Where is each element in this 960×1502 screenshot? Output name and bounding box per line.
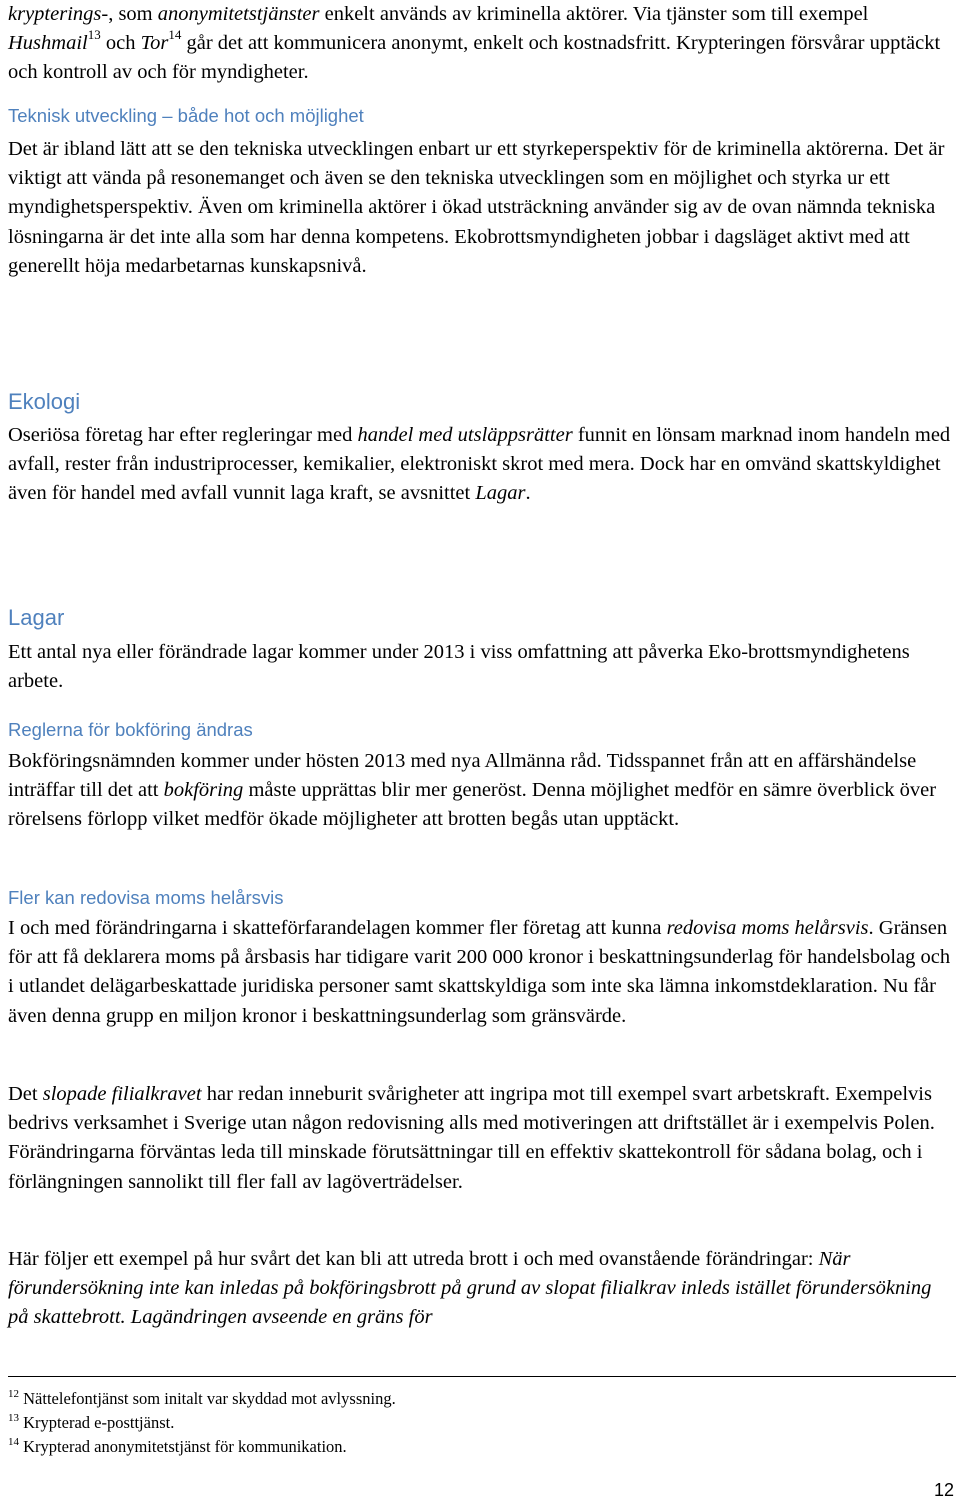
heading-lagar: Lagar [8, 605, 65, 630]
footnote-number: 14 [8, 1435, 19, 1448]
paragraph-filialkrav [8, 1080, 952, 1197]
footnote-text: Nättelefontjänst som initalt var skyddad mot avlyssning. [23, 1389, 396, 1408]
text-run: enkelt används av kriminella aktörer. Via tjänster som till exempel [319, 3, 869, 25]
paragraph-moms [8, 914, 952, 1031]
paragraph-lagar [8, 638, 952, 696]
footnote-12 [8, 1387, 396, 1411]
paragraph-kryptering [8, 0, 952, 88]
term-anonymitetstjanster: anonymitetstjänster [157, 3, 320, 25]
term-bokforing: bokföring [163, 779, 244, 802]
section-lagar [8, 603, 952, 633]
text-run: Oseriösa företag har efter regleringar med [8, 424, 358, 446]
text-run: måste upprättas blir mer generöst. Denna möjlighet medför en sämre överblick över rörelsens förlopp vilket medför ökade möjligheter att brotten begås utan upptäckt. [8, 779, 937, 831]
paragraph-teknisk [8, 135, 952, 281]
link-lagar: Lagar [475, 482, 526, 505]
term-slopade-filialkravet: slopade filialkravet [42, 1083, 202, 1105]
paragraph-bokforing [8, 747, 952, 835]
text-run: I och med förändringarna i skatteförfarandelagen kommer fler företag att kunna [8, 917, 667, 939]
paragraph-teknisk-text: Det är ibland lätt att se den tekniska utvecklingen enbart ur ett styrkeperspektiv för de kriminella aktörerna. Det är viktigt att vända på resonemanget och även se den tekniska utvecklingen som en möjlighet och styrka ur ett myndighetsperspektiv. Även om kriminella aktörer i ökad utsträckning använder sig av de ovan nämnda tekniska lösningarna är det inte alla som har denna kompetens. Ekobrottsmyndigheten jobbar i dagsläget aktivt med att generellt höja medarbetarnas kunskapsnivå. [8, 138, 945, 277]
footnote-number: 12 [8, 1387, 19, 1400]
term-redovisa-moms-helarsvis: redovisa moms helårsvis [666, 917, 869, 939]
footnote-14 [8, 1435, 347, 1459]
term-kryptering: krypterings- [8, 3, 109, 25]
example-quote: När förundersökning inte kan inledas på bokföringsbrott på grund av slopat filialkrav inleds istället förundersökning på skattebrott. Lagändringen avseende en gräns för [8, 1248, 932, 1329]
section-bokforing [8, 716, 952, 744]
text-run: har redan inneburit svårigheter att ingripa mot till exempel svart arbetskraft. Exempelvis bedrivs verksamhet i Sverige utan någon redovisning alls med motiveringen att driftstället är i exempelvis Polen. Förändringarna förväntas leda till minskade förutsättningar till en effektiv skattekontroll för sådana bolag, och i förlängningen sannolikt till fler fall av lagöverträdelser. [8, 1083, 935, 1193]
section-ekologi [8, 387, 952, 417]
term-handel-med-utslappsratter: handel med utsläppsrätter [357, 424, 573, 446]
paragraph-exempel [8, 1245, 952, 1333]
footnote-ref-13[interactable]: 13 [87, 27, 101, 43]
text-run: och [100, 32, 141, 55]
text-run: Det [8, 1083, 43, 1105]
paragraph-ekologi [8, 421, 952, 509]
paragraph-lagar-text: Ett antal nya eller förändrade lagar kommer under 2013 i viss omfattning att påverka Eko-brottsmyndighetens arbete. [8, 641, 910, 693]
footnote-number: 13 [8, 1411, 19, 1424]
heading-fler-kan-redovisa-moms: Fler kan redovisa moms helårsvis [8, 887, 284, 908]
footnote-text: Krypterad e-posttjänst. [23, 1413, 175, 1432]
footnote-text: Krypterad anonymitetstjänst för kommunikation. [23, 1437, 347, 1456]
footnote-ref-14[interactable]: 14 [168, 27, 182, 43]
text-run: Bokföringsnämnden kommer under hösten 2013 med nya Allmänna råd. Tidsspannet från att en affärshändelse inträffar till det att [8, 750, 917, 802]
heading-ekologi: Ekologi [8, 389, 81, 414]
text-run: funnit en lönsam marknad inom handeln med avfall, rester från industriprocesser, kemikalier, elektroniskt skrot med mera. Dock har en omvänd skattskyldighet även för handel med avfall vunnit laga kraft, se avsnittet [8, 424, 951, 505]
text-run: . Gränsen för att få deklarera moms på årsbasis har tidigare varit 200 000 kronor i beskattningsunderlag för handelsbolag och i utlandet delägarbeskattade juridiska personer samt skattskyldiga som inte ska lämna inkomstdeklaration. Nu får även denna grupp en miljon kronor i beskattningsunderlag som gränsvärde. [8, 917, 951, 1027]
heading-teknisk-utveckling: Teknisk utveckling – både hot och möjlighet [8, 105, 364, 126]
footnote-divider [8, 1376, 956, 1377]
text-run: går det att kommunicera anonymt, enkelt och kostnadsfritt. Krypteringen försvårar upptäckt och kontroll av och för myndigheter. [8, 32, 941, 84]
text-run: , som [108, 3, 158, 25]
term-hushmail: Hushmail [8, 32, 88, 55]
footnote-13 [8, 1411, 174, 1435]
section-moms [8, 884, 952, 912]
heading-reglerna-bokforing: Reglerna för bokföring ändras [8, 719, 253, 740]
section-teknisk [8, 102, 952, 130]
term-tor: Tor [140, 32, 169, 55]
text-run: Här följer ett exempel på hur svårt det kan bli att utreda brott i och med ovanstående förändringar: [8, 1248, 819, 1270]
text-run: . [525, 482, 531, 505]
page-number: 12 [933, 1480, 954, 1500]
